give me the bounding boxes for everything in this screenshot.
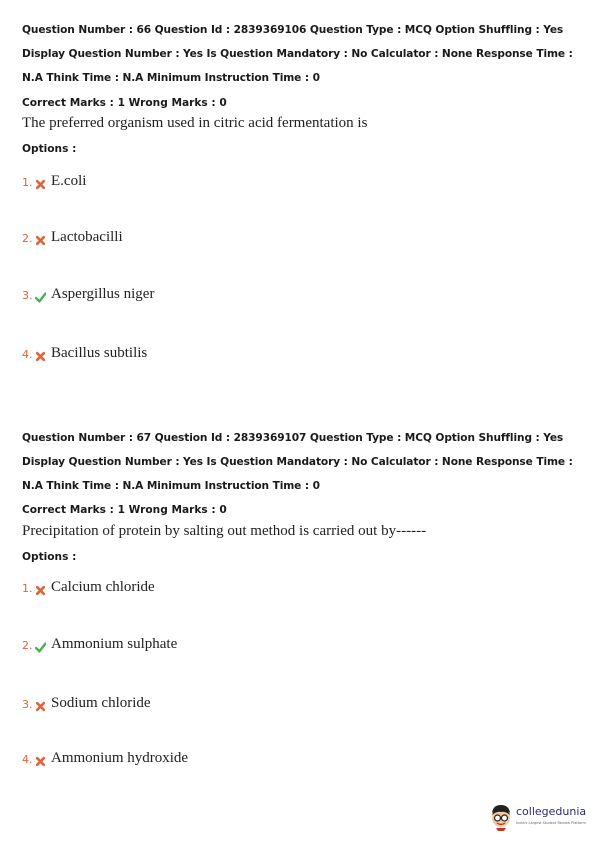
wrong-icon xyxy=(35,701,46,712)
question-marks-66: Correct Marks : 1 Wrong Marks : 0 xyxy=(22,97,227,109)
question-meta-67: Question Number : 67 Question Id : 2839369107 Question Type : MCQ Option Shuffling : Yes Display Question Number : Yes Is Question Mandatory : No Calculator : None Response Time : N.A Think Time : N.A Minimum Instruction Time : 0 xyxy=(22,432,573,492)
option-text: Calcium chloride xyxy=(51,579,155,595)
options-label-67: Options : xyxy=(22,551,77,563)
question-text-66: The preferred organism used in citric acid fermentation is xyxy=(22,115,368,131)
wrong-icon xyxy=(35,235,46,246)
option-number: 3. xyxy=(22,698,33,711)
option-text: Ammonium hydroxide xyxy=(51,750,189,766)
option-text: Bacillus subtilis xyxy=(51,345,148,361)
option-number: 4. xyxy=(22,348,33,361)
collegedunia-logo xyxy=(488,803,588,833)
question-marks-67: Correct Marks : 1 Wrong Marks : 0 xyxy=(22,504,227,516)
question-meta-66: Question Number : 66 Question Id : 2839369106 Question Type : MCQ Option Shuffling : Yes Display Question Number : Yes Is Question Mandatory : No Calculator : None Response Time : N.A Think Time : N.A Minimum Instruction Time : 0 xyxy=(22,24,573,84)
option-text: Sodium chloride xyxy=(51,695,151,711)
wrong-icon xyxy=(35,585,46,596)
option-number: 1. xyxy=(22,176,33,189)
option-text: Ammonium sulphate xyxy=(51,636,178,652)
option-text: E.coli xyxy=(51,173,87,189)
option-number: 3. xyxy=(22,289,33,302)
brand-name: collegedunia xyxy=(516,805,587,818)
option-text: Aspergillus niger xyxy=(51,286,155,302)
option-text: Lactobacilli xyxy=(51,229,123,245)
brand-tagline: India's Largest Student Review Platform xyxy=(516,821,586,825)
option-number: 1. xyxy=(22,582,33,595)
question-text-67: Precipitation of protein by salting out method is carried out by------ xyxy=(22,523,427,539)
wrong-icon xyxy=(35,756,46,767)
wrong-icon xyxy=(35,351,46,362)
option-number: 2. xyxy=(22,232,33,245)
correct-check-icon xyxy=(35,292,46,303)
correct-check-icon xyxy=(35,642,46,653)
option-number: 4. xyxy=(22,753,33,766)
mascot-icon xyxy=(488,803,514,831)
option-number: 2. xyxy=(22,639,33,652)
wrong-icon xyxy=(35,179,46,190)
options-label-66: Options : xyxy=(22,143,77,155)
